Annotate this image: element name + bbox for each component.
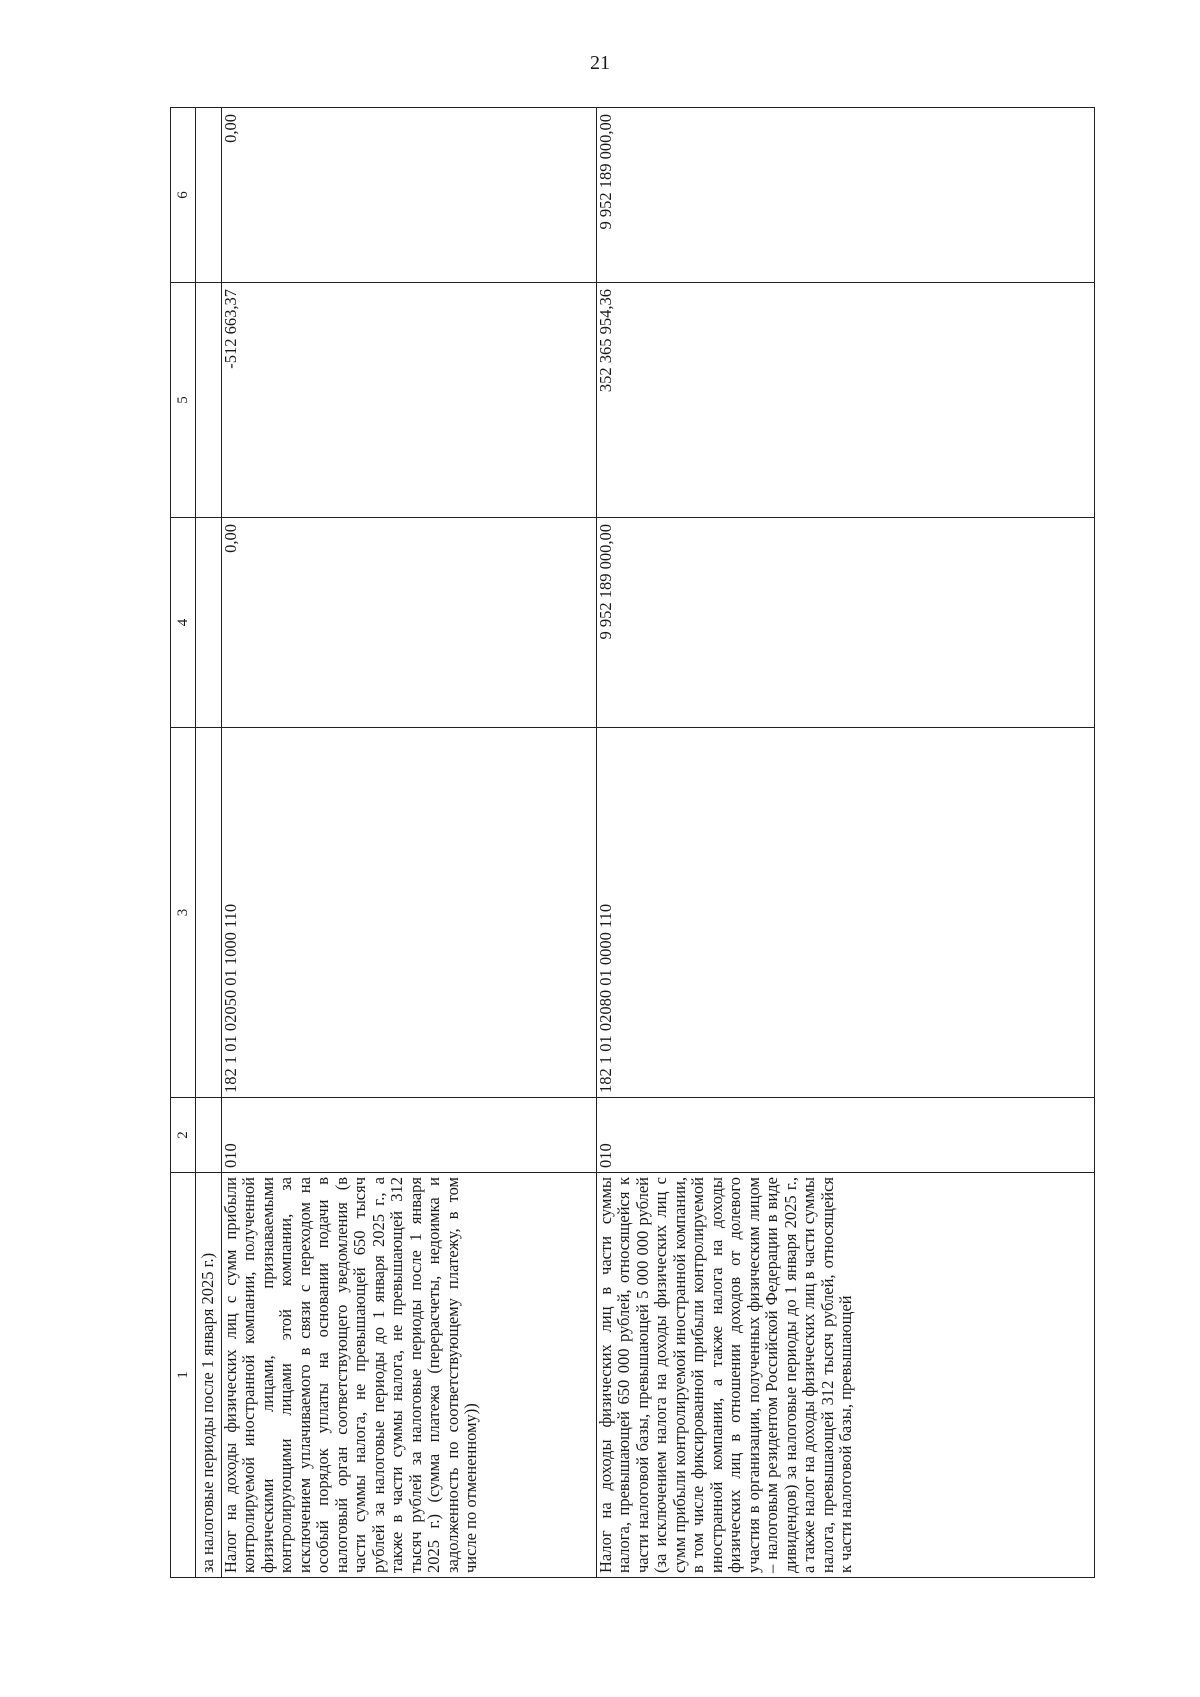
page-number: 21 — [590, 52, 610, 74]
row-value-5: 352 365 954,36 — [597, 283, 1095, 518]
header-col-3: 3 — [171, 728, 196, 1098]
row-description: за налоговые периоды после 1 января 2025 г.) — [196, 1173, 222, 1578]
row-description: Налог на доходы физических лиц с сумм прибыли контролируемой иностранной компании, полученной физическими лицами, признаваемыми контролирующими лицами этой компании, за исключением уплачиваемого в связи с переходом на особый порядок уплаты на основании подачи в налоговый орган соответствующего уведомления (в части суммы налога, не превышающей 650 тысяч рублей за налоговые периоды до 1 января 2025 г., а также в части суммы налога, не превышающей 312 тысяч рублей за налоговые периоды после 1 января 2025 г.) (сумма платежа (перерасчеты, недоимка и задолженность по соответствующему платежу, в том числе по отмененному)) — [222, 1173, 597, 1578]
row-budget-code: 182 1 01 02050 01 1000 110 — [222, 728, 597, 1098]
header-col-1: 1 — [171, 1173, 196, 1578]
table-row — [597, 108, 1095, 1578]
header-col-5: 5 — [171, 283, 196, 518]
row-value-5 — [196, 283, 222, 518]
row-value-4: 0,00 — [222, 518, 597, 728]
income-tax-table — [170, 107, 1095, 1578]
header-col-6: 6 — [171, 108, 196, 283]
row-value-4 — [196, 518, 222, 728]
table-row — [196, 108, 222, 1578]
row-line-code — [196, 1098, 222, 1173]
row-value-5: -512 663,37 — [222, 283, 597, 518]
header-col-2: 2 — [171, 1098, 196, 1173]
row-line-code: 010 — [222, 1098, 597, 1173]
header-col-4: 4 — [171, 518, 196, 728]
row-line-code: 010 — [597, 1098, 1095, 1173]
row-value-6: 9 952 189 000,00 — [597, 108, 1095, 283]
row-value-6 — [196, 108, 222, 283]
row-description: Налог на доходы физических лиц в части суммы налога, превышающей 650 000 рублей, относящейся к части налоговой базы, превышающей 5 000 000 рублей (за исключением налога на доходы физических лиц с сумм прибыли контролируемой иностранной компании, в том числе фиксированной прибыли контролируемой иностранной компании, а также налога на доходы физических лиц в отношении доходов от долевого участия в организации, полученных физическим лицом – налоговым резидентом Российской Федерации в виде дивидендов) за налоговые периоды до 1 января 2025 г., а также налог на доходы физических лиц в части суммы налога, превышающей 312 тысяч рублей, относящейся к части налоговой базы, превышающей — [597, 1173, 1095, 1578]
header-row — [171, 108, 196, 1578]
row-budget-code: 182 1 01 02080 01 0000 110 — [597, 728, 1095, 1098]
row-value-6: 0,00 — [222, 108, 597, 283]
table-row — [222, 108, 597, 1578]
row-budget-code — [196, 728, 222, 1098]
rotated-table-container — [170, 108, 1095, 1578]
row-value-4: 9 952 189 000,00 — [597, 518, 1095, 728]
